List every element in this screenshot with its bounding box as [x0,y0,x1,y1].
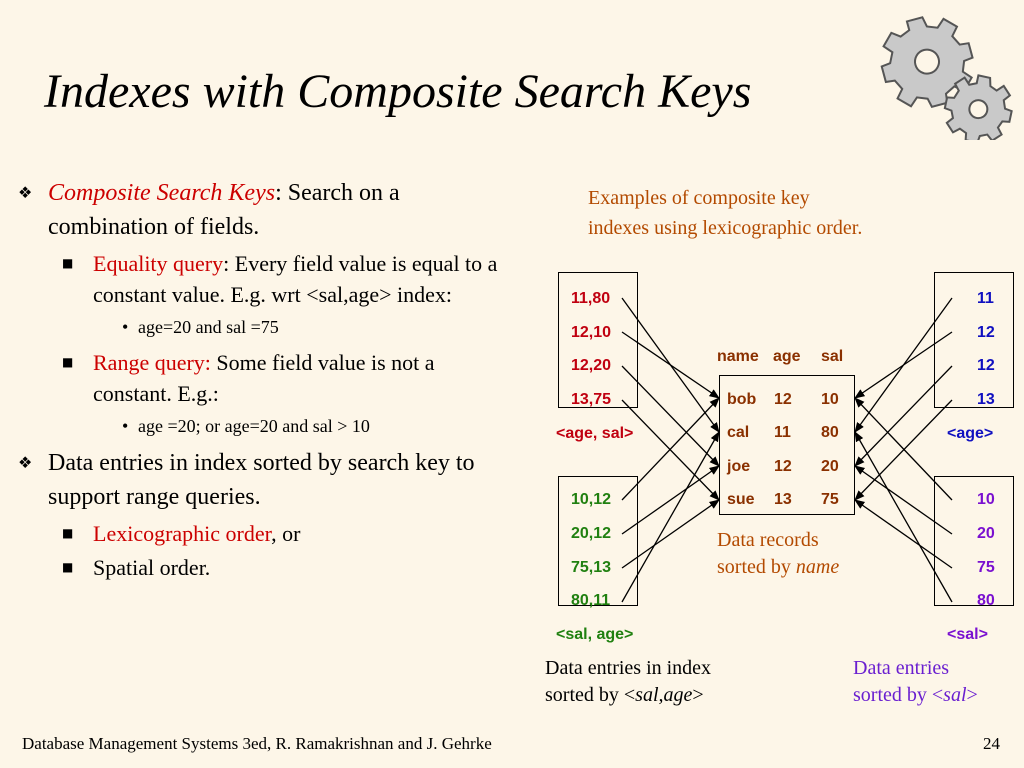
age-sal-entry: 12,10 [571,324,612,341]
footer-citation: Database Management Systems 3ed, R. Ramakrishnan and J. Gehrke [22,734,492,753]
sal-age-caption-line2: sorted by <sal,age> [545,684,704,706]
records-header-sal: sal [821,348,844,365]
sal-age-entry: 75,13 [571,559,612,576]
age-sal-label: <age, sal> [556,425,634,442]
sal-entry: 80 [977,592,995,609]
bullet-range-example: • age =20; or age=20 and sal > 10 [18,412,518,440]
record-age: 13 [774,491,792,508]
record-sal: 80 [821,424,839,441]
sal-age-entry: 10,12 [571,491,612,508]
dot-bullet-icon: • [122,416,129,436]
bullet-spatial: ■ Spatial order. [18,552,518,583]
record-sal: 10 [821,391,839,408]
record-name: cal [727,424,750,441]
age-sal-entry: 11,80 [571,290,611,307]
bullet-composite-keys: ❖ Composite Search Keys: Search on a combination of fields. [18,176,518,244]
bullet-lexicographic: ■ Lexicographic order, or [18,518,518,549]
sal-entry: 10 [977,491,995,508]
sal-age-label: <sal, age> [556,626,634,643]
sal-age-entry: 20,12 [571,525,612,542]
age-entry: 12 [977,324,995,341]
examples-caption-line2: indexes using lexicographic order. [588,217,863,239]
record-sal: 75 [821,491,839,508]
sal-age-entry: 80,11 [571,592,611,609]
record-name: bob [727,391,757,408]
age-label: <age> [947,425,994,442]
record-name: joe [727,458,751,475]
bullet-data-entries-sorted: ❖ Data entries in index sorted by search key to support range queries. [18,446,518,514]
page-number: 24 [983,734,1000,753]
record-age: 11 [774,424,791,441]
square-bullet-icon: ■ [62,526,74,540]
record-age: 12 [774,391,792,408]
sal-entry: 20 [977,525,995,542]
bullet-equality-query: ■ Equality query: Every field value is equal to a constant value. E.g. wrt <sal,age> index: [18,248,518,310]
records-header-name: name [717,348,759,365]
sal-age-caption-line1: Data entries in index [545,657,712,679]
age-entry: 13 [977,391,995,408]
record-sal: 20 [821,458,839,475]
age-entry: 12 [977,357,995,374]
sal-label: <sal> [947,626,988,643]
diamond-bullet-icon: ❖ [18,453,33,472]
records-header-age: age [773,348,801,365]
bullet-equality-example: • age=20 and sal =75 [18,313,518,341]
bullet-range-query: ■ Range query: Some field value is not a constant. E.g.: [18,347,518,409]
slide-title: Indexes with Composite Search Keys [44,65,752,118]
records-caption-line1: Data records [717,529,819,551]
record-age: 12 [774,458,792,475]
examples-caption-line1: Examples of composite key [588,187,810,209]
diamond-bullet-icon: ❖ [18,183,33,202]
square-bullet-icon: ■ [62,355,74,369]
square-bullet-icon: ■ [62,256,74,270]
sal-entry: 75 [977,559,995,576]
age-sal-entry: 13,75 [571,391,612,408]
square-bullet-icon: ■ [62,560,74,574]
age-sal-entry: 12,20 [571,357,612,374]
sal-caption-line1: Data entries [853,657,950,679]
dot-bullet-icon: • [122,317,129,337]
age-entry: 11 [977,290,994,307]
sal-caption-line2: sorted by <sal> [853,684,978,706]
record-name: sue [727,491,755,508]
records-caption-line2: sorted by name [717,556,840,578]
